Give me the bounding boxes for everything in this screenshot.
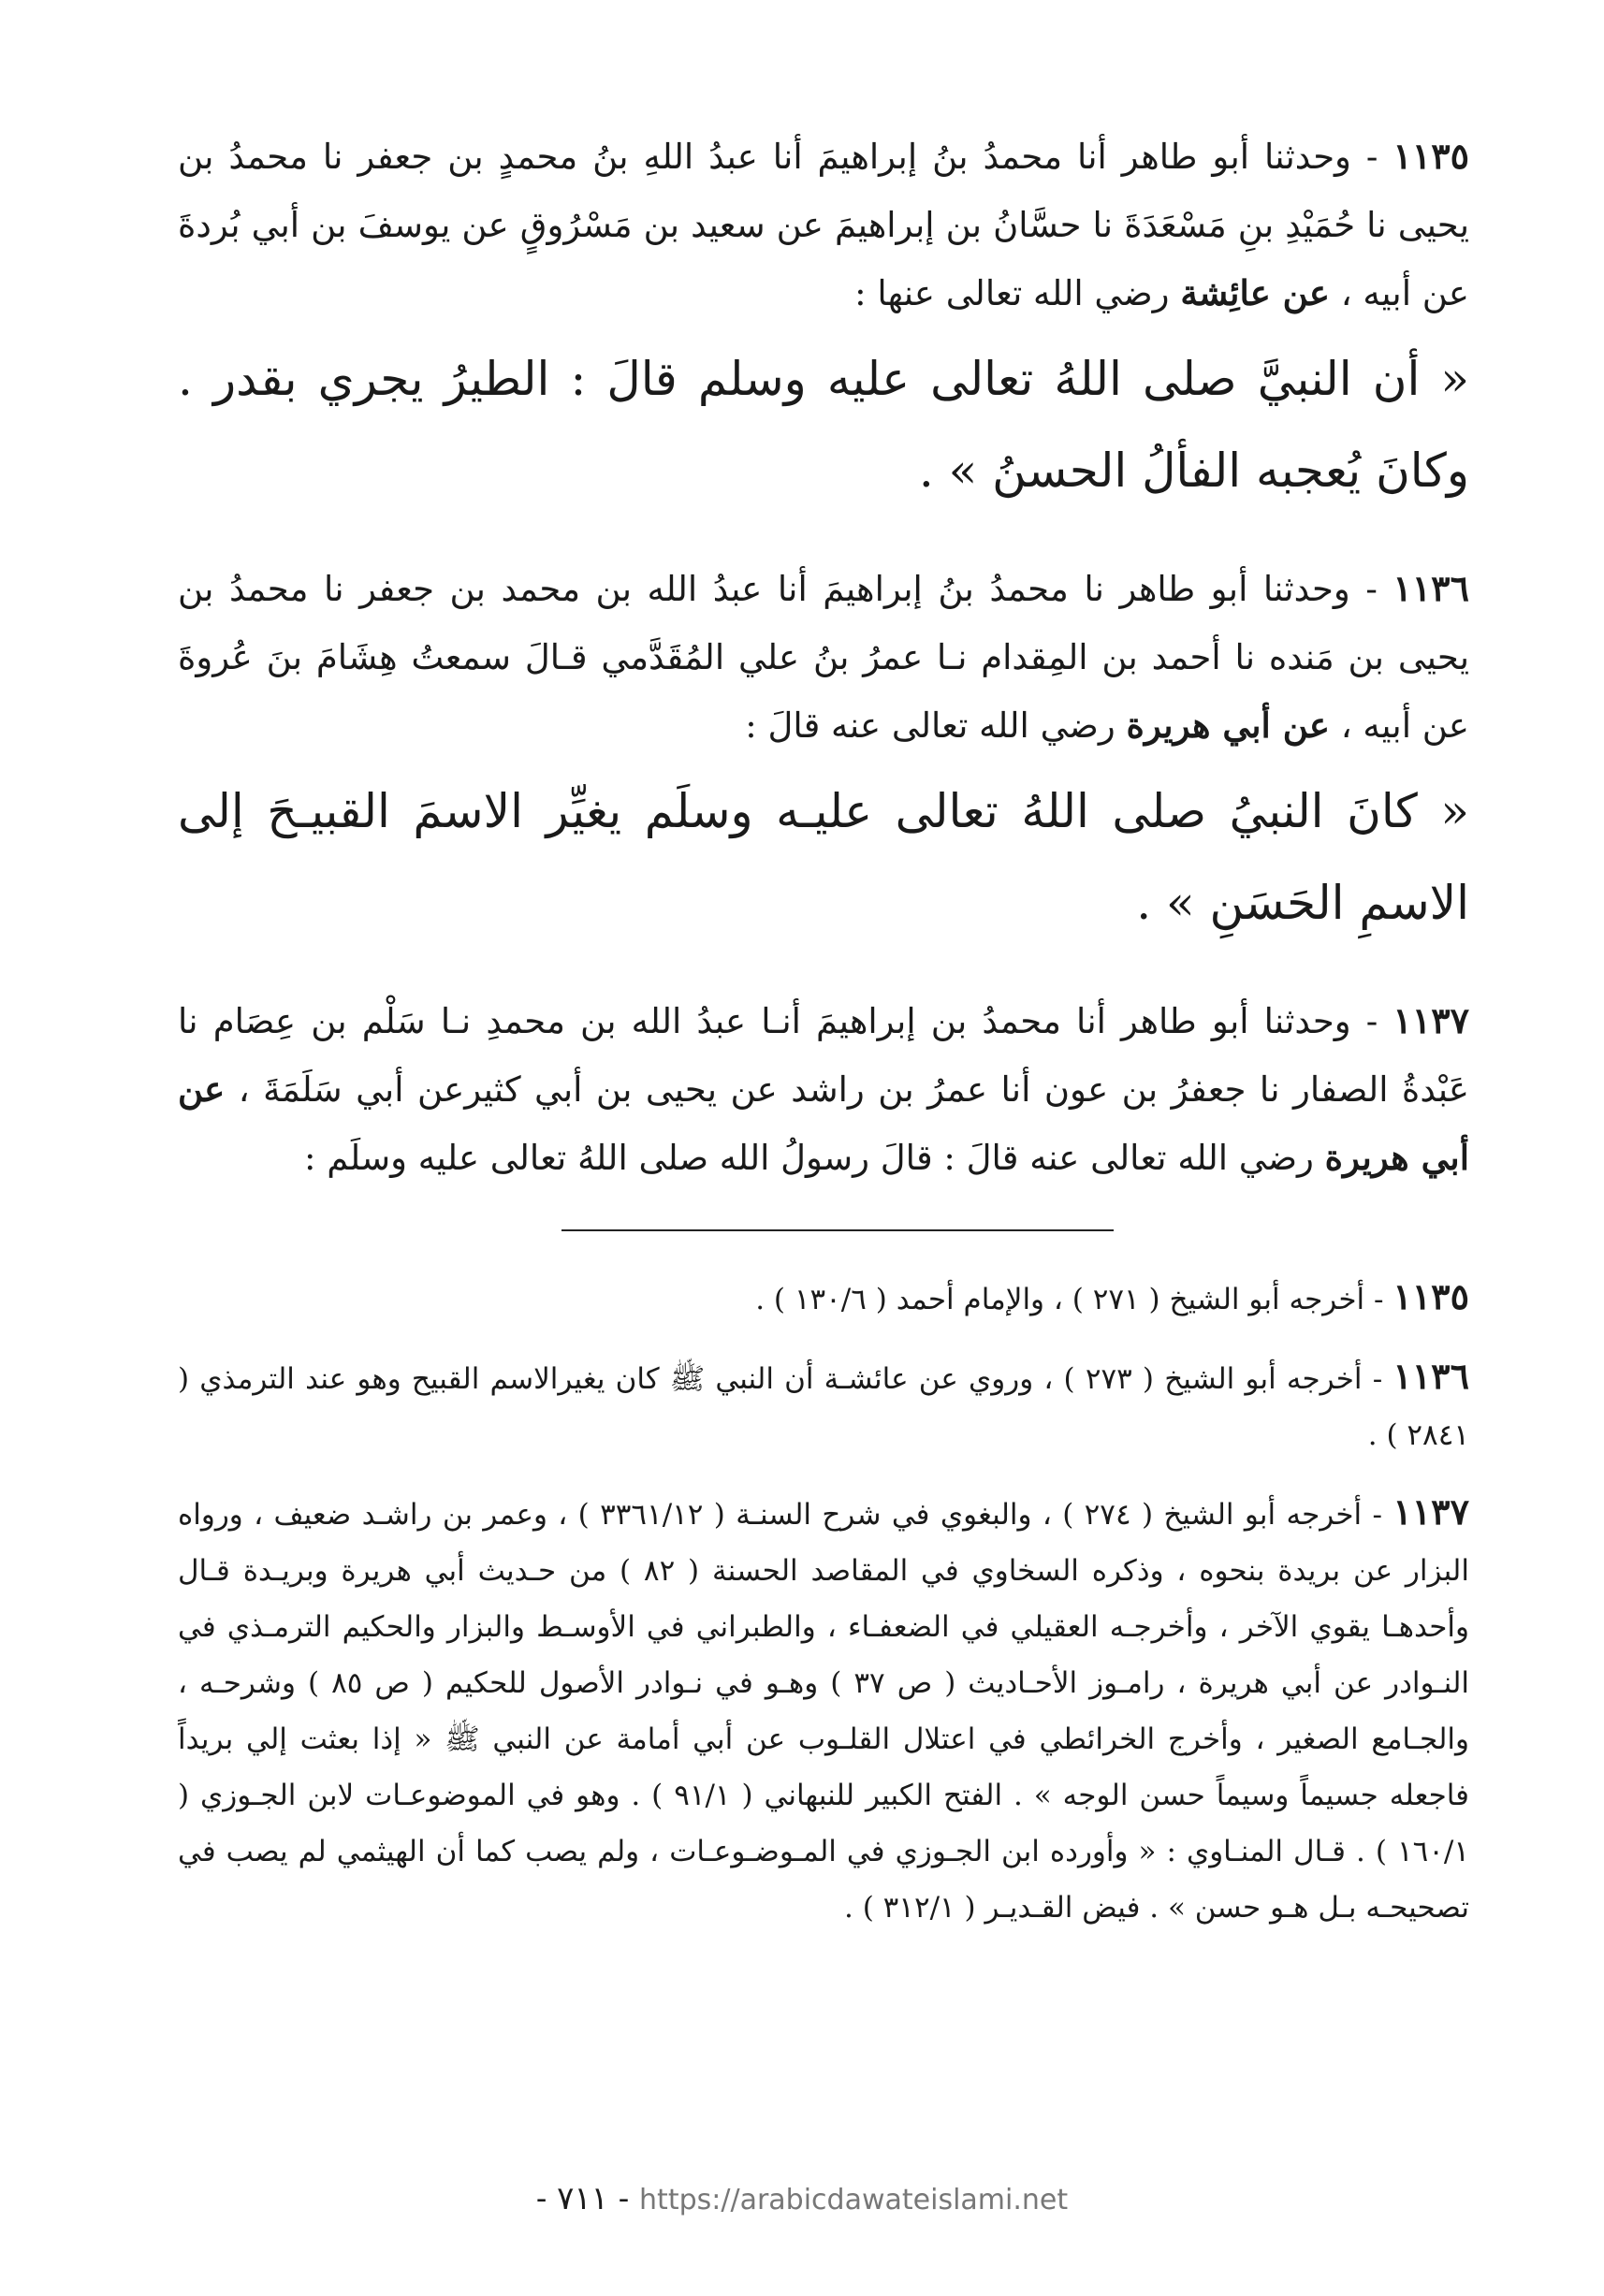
dash: - [1364,1283,1384,1316]
isnad-end: رضي الله تعالى عنه قالَ : [745,705,1116,746]
isnad-end: رضي الله تعالى عنها : [854,273,1170,313]
isnad-text: وحدثنا أبو طاهر أنا محمدُ بنُ إبراهيمَ أنا عبدُ اللهِ بنُ محمدٍ بن جعفر نا محمدُ بن يحيى نا حُمَيْدِ بنِ مَسْعَدَةَ نا حسَّانُ بن إبراهيمَ عن سعيد بن مَسْرُوقٍ عن يوسفَ بن أبي بُردةَ عن أبيه ، [178,137,1469,313]
narrator-bold: عن عائِشة [1180,272,1330,313]
footnote-1137 [178,1484,1469,1936]
hadith-number: ١١٣٧ [1393,999,1470,1041]
hadith-matn: « أن النبيَّ صلى اللهُ تعالى عليه وسلم قالَ : الطيرُ يجري بقدر . وكانَ يُعجبه الفألُ الحسنُ » . [178,352,1469,498]
hadith-isnad [178,122,1469,327]
dash: - [1362,1362,1383,1396]
narrator-bold: عن أبي هريرة [178,1068,1469,1178]
footnote-number: ١١٣٦ [1393,1355,1469,1397]
page-body [178,122,1469,2264]
isnad-end: رضي الله تعالى عنه قالَ : قالَ رسولُ الله صلى اللهُ تعالى عليه وسلَم : [303,1138,1314,1178]
page-footer [0,2180,1604,2217]
dash: - [1350,1001,1378,1041]
hadith-number: ١١٣٥ [1393,135,1470,177]
separator-line [561,1229,1114,1231]
footnote-text: أخرجه أبو الشيخ ( ٢٧١ ) ، والإمام أحمد ( ١٣٠/٦ ) . [755,1283,1365,1316]
footnote-text: أخرجه أبو الشيخ ( ٢٧٤ ) ، والبغوي في شرح السنـة ( ٣٣٦١/١٢ ) ، وعمر بن راشـد ضعيف ، ورواه البزار عن بريدة بنحوه ، وذكره السخاوي في المقاصد الحسنة ( ٨٢ ) من حـديث أبي هريرة وبريـدة قـال وأحدهـا يقوي الآخر ، وأخرجـه العقيلي في الضعفـاء ، والطبراني في الأوسـط والبزار والحكيم الترمـذي في النـوادر عن أبي هريرة ، رامـوز الأحـاديث ( ص ٣٧ ) وهـو في نـوادر الأصول للحكيم ( ص ٨٥ ) وشرحـه ، والجـامع الصغير ، وأخرج الخرائطي في اعتلال القلـوب عن أبي أمامة عن النبي ﷺ « إذا بعثت إلي بريداً فاجعله جسيماً وسيماً حسن الوجه » . الفتح الكبير للنبهاني ( ٩١/١ ) . وهو في الموضوعـات لابن الجـوزي ( ١٦٠/١ ) . قـال المنـاوي : « وأورده ابن الجـوزي في المـوضـوعـات ، ولم يصب كما أن الهيثمي لم يصب في تصحيحـه بـل هـو حسن » . فيض القـديـر ( ٣١٢/١ ) . [178,1498,1470,1925]
footnote-1135 [178,1269,1469,1328]
hadith-1137 [178,986,1469,1192]
dash: - [1349,569,1378,609]
hadith-number: ١١٣٦ [1393,567,1469,609]
watermark-link[interactable]: https://arabicdawateislami.net [639,2184,1069,2216]
hadith-matn: « كانَ النبيُ صلى اللهُ تعالى عليـه وسلَم يغيِّر الاسمَ القبيـحَ إلى الاسمِ الحَسَنِ » . [178,784,1469,930]
footnote-text: أخرجه أبو الشيخ ( ٢٧٣ ) ، وروي عن عائشـة أن النبي ﷺ كان يغيرالاسم القبيح وهو عند الترمذي ( ٢٨٤١ ) . [178,1362,1469,1452]
isnad-text: وحدثنا أبو طاهر أنا محمدُ بن إبراهيمَ أنـا عبدُ الله بن محمدِ نـا سَلْم بن عِصَام نا عَبْدةُ الصفار نا جعفرُ بن عون أنا عمرُ بن راشد عن يحيى بن أبي كثيرعن أبي سَلَمَةَ ، [178,1001,1469,1110]
page-number: - ٧١١ - [535,2180,630,2217]
footnote-number: ١١٣٥ [1393,1275,1469,1317]
dash: - [1350,137,1378,177]
hadith-1136 [178,554,1469,949]
dash: - [1362,1498,1382,1532]
footnote-separator [178,1229,1469,1231]
narrator-bold: عن أبي هريرة [1126,705,1330,746]
isnad-text: وحدثنا أبو طاهر نا محمدُ بنُ إبراهيمَ أنا عبدُ الله بن محمد بن جعفر نا محمدُ بن يحيى بن مَنده نا أحمد بن المِقدام نـا عمرُ بنُ علي المُقَدَّمي قـالَ سمعتُ هِشَامَ بنَ عُروةَ عن أبيه ، [178,569,1469,746]
footnote-number: ١١٣٧ [1393,1490,1469,1533]
hadith-1135 [178,122,1469,516]
footnote-1136 [178,1348,1469,1463]
hadith-isnad [178,986,1469,1192]
hadith-isnad [178,554,1469,760]
